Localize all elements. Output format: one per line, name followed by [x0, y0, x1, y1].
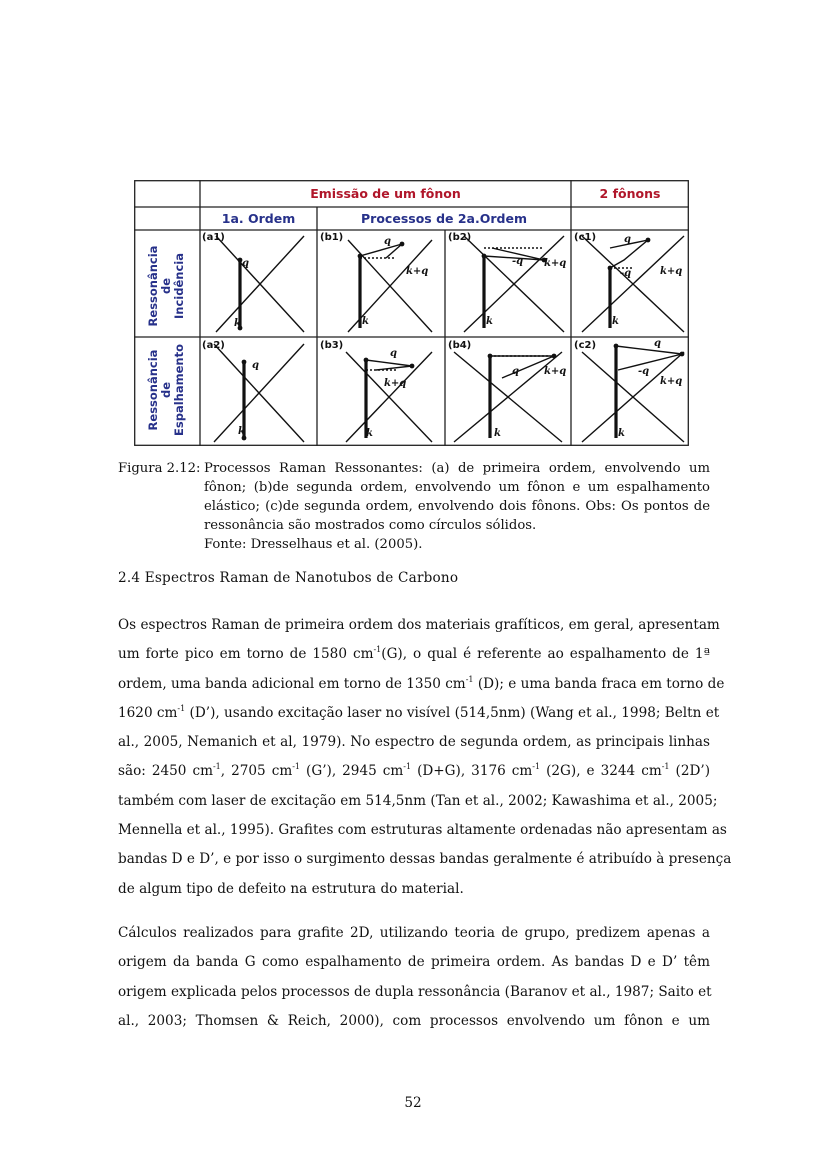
p2-line: Cálculos realizados para grafite 2D, utilizando teoria de grupo, predizem apenas a — [118, 925, 710, 941]
caption-text: Processos Raman Ressonantes: (a) de primeira ordem, envolvendo um fônon; (b)de segunda ordem, envolvendo um fônon e um espalhamento elástico; (c)de segunda ordem, envolvendo dois fônons. Obs: Os pontos de ressonância são mostrados como círculos sólidos. — [204, 461, 710, 533]
sym-k: k — [486, 316, 493, 327]
sym-k: k — [494, 428, 501, 439]
sym-k: k — [366, 428, 373, 439]
p1-line: bandas D e D’, e por isso o surgimento dessas bandas geralmente é atribuído à presença — [118, 851, 732, 868]
p1-line: Os espectros Raman de primeira ordem dos materiais grafíticos, em geral, apresentam — [118, 617, 720, 633]
p1-line: um forte pico em torno de 1580 $cm^{-1}(G)$, o qual é referente ao espalhamento de 1ª — [118, 645, 710, 663]
sym-k: k — [618, 428, 625, 439]
row2-diagrams — [214, 344, 684, 442]
row-label-scattering: Ressonância de Espalhamento — [146, 344, 186, 436]
header-two-phonons: 2 fônons — [599, 186, 661, 201]
panel-label-b3: (b3) — [320, 340, 344, 351]
sym-q: q — [624, 234, 631, 245]
panel-label-c2: (c2) — [574, 340, 597, 351]
p1-line: 1620 $cm^{-1}$ (D’), usando excitação laser no visível (514,5nm) (Wang et al., 1998; Beltn et — [118, 703, 720, 721]
sym-kq: k+q — [406, 266, 429, 277]
sym-q: q — [384, 236, 391, 247]
sym-k: k — [362, 316, 369, 327]
panel-label-a1: (a1) — [202, 232, 225, 243]
figure-raman-processes — [134, 180, 689, 446]
header-second-order: Processos de 2a.Ordem — [361, 211, 527, 226]
p1-line: são: 2450 $cm^{-1}$, 2705 $cm^{-1}$ (G’), 2945 $cm^{-1}$ (D+G), 3176 $cm^{-1}$ (2G), e 3244 $cm^{-1}$ (2D’) — [118, 762, 711, 780]
sym-kq: k+q — [660, 376, 683, 387]
paragraph-2 — [118, 919, 710, 1036]
caption-source: Fonte: Dresselhaus et al. (2005). — [204, 537, 423, 552]
panel-label-a2: (a2) — [202, 340, 225, 351]
sym-mq: -q — [512, 256, 524, 267]
sym-q: q — [242, 258, 249, 269]
row-label-incidence: Ressonância de Incidência — [146, 245, 186, 327]
caption-label: Figura 2.12: — [118, 461, 201, 476]
sym-k: k — [238, 426, 245, 437]
sym-kq: k+q — [544, 258, 567, 269]
sym-kq: k+q — [384, 378, 407, 389]
paragraph-1 — [118, 611, 732, 904]
p2-line: origem explicada pelos processos de dupla ressonância (Baranov et al., 1987; Saito et — [118, 983, 712, 1000]
p1-line: ordem, uma banda adicional em torno de 1350 $cm^{-1}$ (D); e uma banda fraca em torno de — [118, 674, 725, 692]
p2-line: al., 2003; Thomsen & Reich, 2000), com processos envolvendo um fônon e um — [118, 1012, 710, 1029]
sym-k: k — [234, 318, 241, 329]
panel-label-b1: (b1) — [320, 232, 344, 243]
p2-line: origem da banda G como espalhamento de primeira ordem. As bandas D e D’ têm — [118, 954, 710, 971]
page-number: 52 — [404, 1095, 422, 1111]
sym-kq: k+q — [660, 266, 683, 277]
panel-label-c1: (c1) — [574, 232, 597, 243]
sym-q: q — [390, 348, 397, 359]
sym-q: q — [512, 366, 519, 377]
panel-label-b4: (b4) — [448, 340, 472, 351]
sym-mq: -q — [638, 366, 650, 377]
p1-line: também com laser de excitação em 514,5nm (Tan et al., 2002; Kawashima et al., 2005; — [118, 792, 718, 809]
sym-mq: -q — [620, 268, 632, 279]
sym-kq: k+q — [544, 366, 567, 377]
p1-line: Mennella et al., 1995). Grafites com estruturas altamente ordenadas não apresentam as — [118, 822, 727, 839]
header-emission: Emissão de um fônon — [310, 186, 461, 201]
header-first-order: 1a. Ordem — [221, 211, 296, 226]
panel-label-b2: (b2) — [448, 232, 472, 243]
sym-q: q — [252, 360, 259, 371]
p1-line: al., 2005, Nemanich et al, 1979). No espectro de segunda ordem, as principais linhas — [118, 734, 710, 751]
section-title: 2.4 Espectros Raman de Nanotubos de Carbono — [118, 570, 459, 586]
p1-line: de algum tipo de defeito na estrutura do material. — [118, 880, 464, 897]
sym-k: k — [612, 316, 619, 327]
sym-q: q — [654, 338, 661, 349]
